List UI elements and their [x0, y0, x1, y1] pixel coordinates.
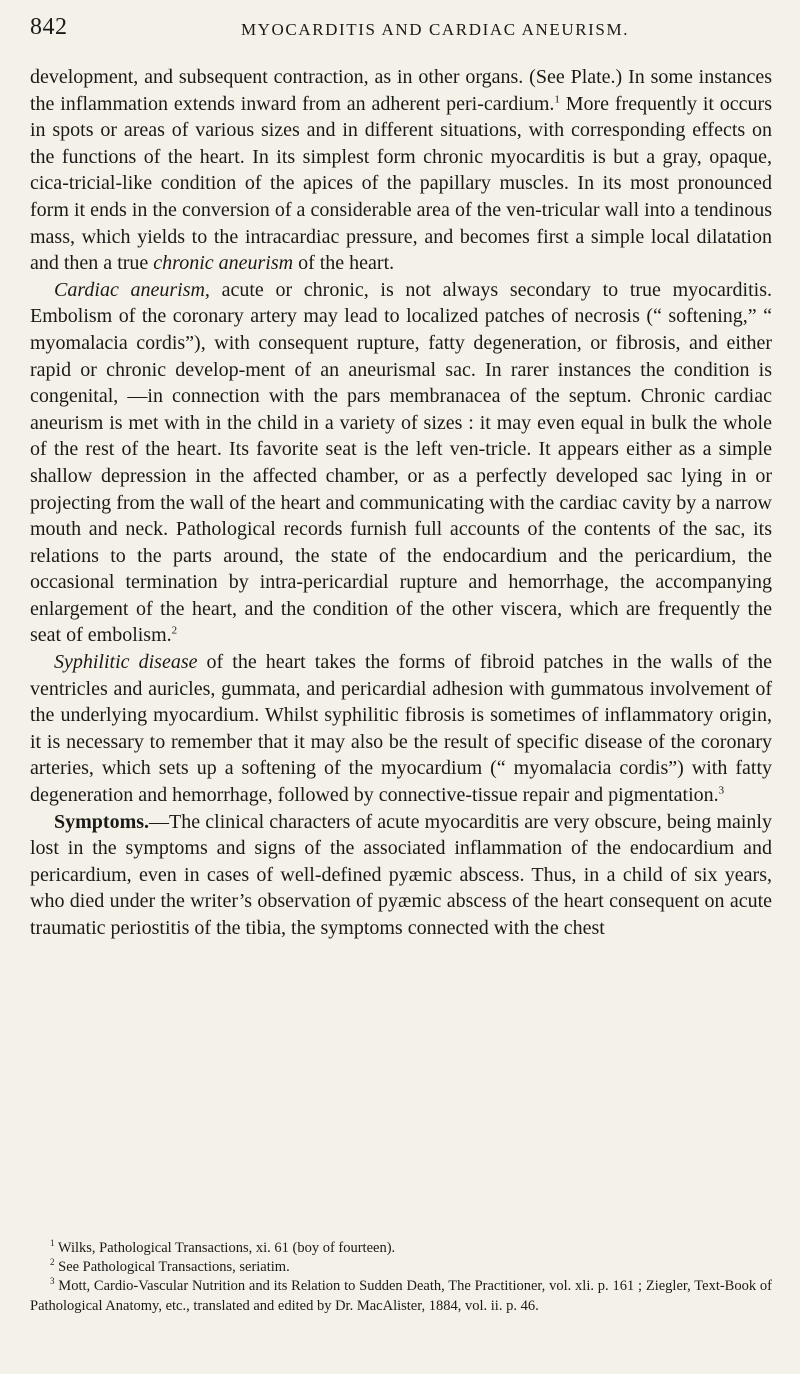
paragraph-3-text: of the heart takes the forms of fibroid patches in the walls of the ventricles and auricles, gummata, and pericardial adhesion with gummatous involvement of the underlying myocardium. Whilst syphilitic fibrosis is sometimes of inflammatory origin, it is necessary to remember that it may also be the result of specific disease of the coronary arteries, which sets up a softening of the myocardium (“ myomalacia cordis”) with fatty degeneration and hemorrhage, followed by connective-tissue repair and pigmentation. — [30, 651, 772, 807]
term-cardiac-aneurism: Cardiac aneurism, — [54, 278, 210, 301]
paragraph-1-text-a: development, and subsequent contraction, as in other organs. (See Plate.) In some instances the inflammation extends inward from an adherent peri-cardium. — [30, 66, 772, 115]
footnote-mark-1: 1 — [50, 1238, 55, 1249]
footnote-3 — [30, 1277, 772, 1315]
paragraph-4-text: —The clinical characters of acute myocarditis are very obscure, being mainly lost in the symptoms and signs of the associated inflammation of the endocardium and pericardium, even in cases of well-defined pyæmic abscess. Thus, in a child of six years, who died under the writer’s observation of pyæmic abscess of the heart consequent on acute traumatic periostitis of the tibia, the symptoms connected with the chest — [30, 810, 772, 939]
footnote-ref-1: 1 — [554, 92, 560, 105]
term-syphilitic-disease: Syphilitic disease — [54, 651, 198, 674]
paragraph-2-text: acute or chronic, is not always secondary to true myocarditis. Embolism of the coronary artery may lead to localized patches of necrosis (“ softening,” “ myomalacia cordis”), with consequent rupture, fatty degeneration, or fibrosis, and either rapid or chronic develop-ment of an aneurismal sac. In rarer instances the condition is congenital, —in connection with the pars membranacea of the septum. Chronic cardiac aneurism is met with in the child in a variety of sizes : it may even equal in bulk the whole of the rest of the heart. Its favorite seat is the left ven-tricle. It appears either as a simple shallow depression in the affected chamber, or as a perfectly developed sac lying in or projecting from the wall of the heart and communicating with the cardiac cavity by a narrow mouth and neck. Pathological records furnish full accounts of the contents of the sac, its relations to the parts around, the state of the endocardium and the pericardium, the occasional termination by intra-pericardial rupture and hemorrhage, the accompanying enlargement of the heart, and the condition of the other viscera, which are frequently the seat of embolism. — [30, 278, 772, 647]
footnote-ref-2: 2 — [171, 624, 178, 637]
running-title: MYOCARDITIS AND CARDIAC ANEURISM. — [240, 20, 630, 39]
footnote-mark-3: 3 — [50, 1276, 55, 1287]
section-heading-symptoms: Symptoms. — [54, 810, 150, 833]
paragraph-1 — [30, 64, 772, 277]
footnote-1 — [30, 1239, 772, 1258]
footnote-ref-3: 3 — [718, 784, 725, 797]
paragraph-3 — [30, 649, 772, 809]
page-number: 842 — [30, 14, 68, 40]
paragraph-1-text-c: of the heart. — [293, 252, 395, 275]
footnote-2 — [30, 1258, 772, 1277]
paragraph-1-text-b: More frequently it occurs in spots or areas of various sizes and in different situations, with corresponding effects on the functions of the heart. In its simplest form chronic myocarditis is but a gray, opaque, cica-tricial-like condition of the apices of the papillary muscles. In its most pronounced form it ends in the conversion of a considerable area of the ven-tricular wall into a tendinous mass, which yields to the intracardiac pressure, and becomes first a simple local dilatation and then a true — [30, 92, 773, 275]
footnote-text-2: See Pathological Transactions, seriatim. — [54, 1259, 290, 1276]
paragraph-4 — [30, 809, 772, 942]
footnote-text-3: Mott, Cardio-Vascular Nutrition and its Relation to Sudden Death, The Practitioner, vol. xli. p. 161 ; Ziegler, Text-Book of Pathological Anatomy, etc., translated and edited by Dr. MacAlister, 1884, vol. ii. p. 46. — [30, 1278, 772, 1314]
paragraph-2 — [30, 277, 772, 649]
footnote-mark-2: 2 — [50, 1257, 55, 1268]
term-chronic-aneurism: chronic aneurism — [153, 252, 294, 275]
footnote-text-1: Wilks, Pathological Transactions, xi. 61 (boy of fourteen). — [54, 1240, 396, 1256]
footnotes — [30, 1239, 772, 1316]
body-text — [30, 64, 772, 942]
